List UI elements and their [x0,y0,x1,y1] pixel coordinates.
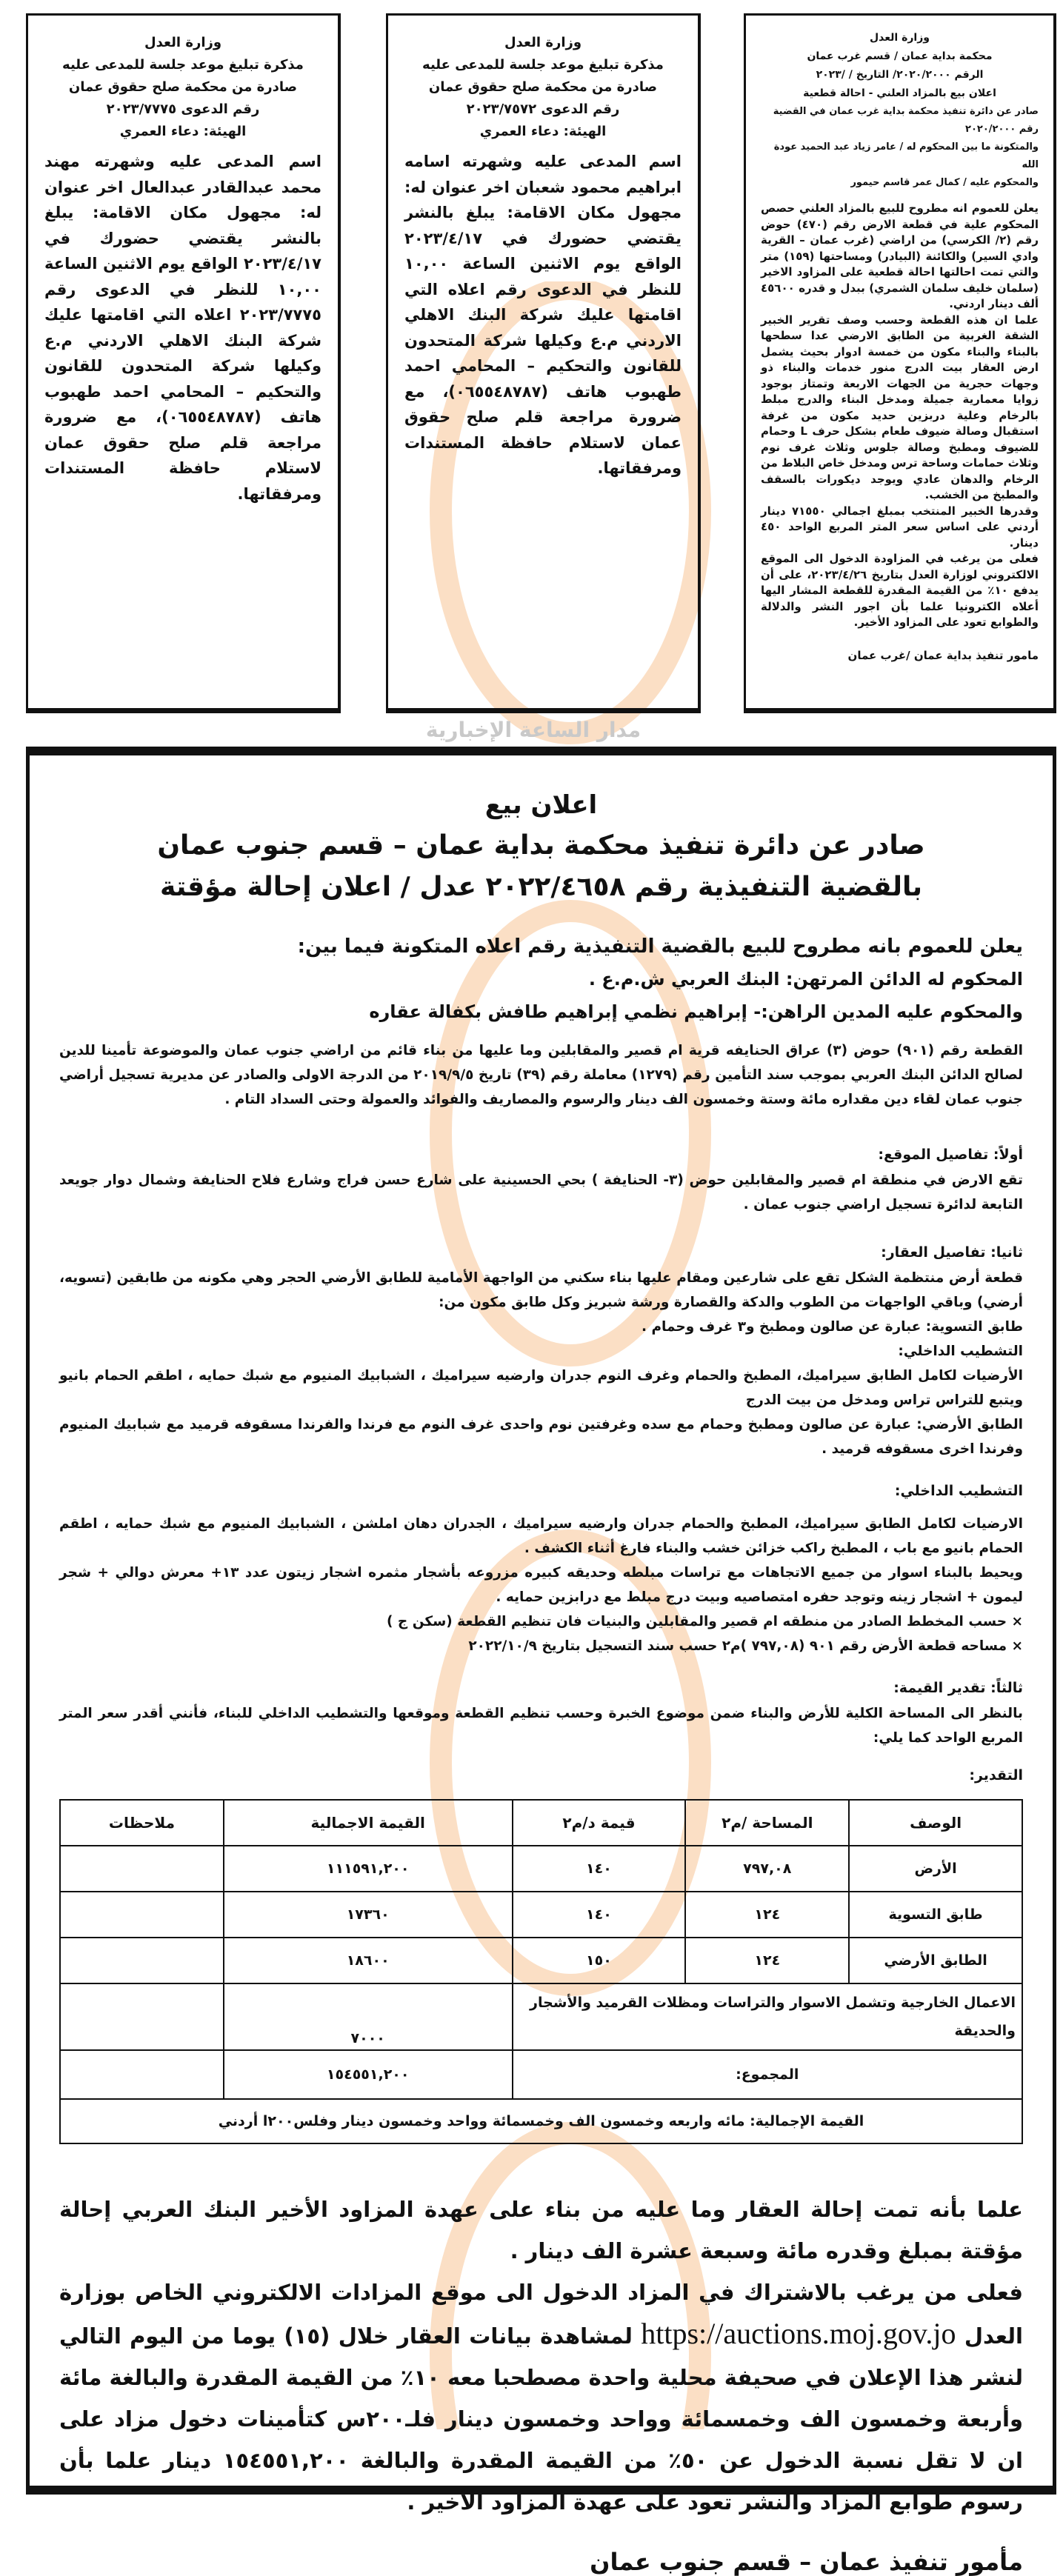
cell-rate: ١٤٠ [513,1846,686,1892]
cell-total: ١٧٣٦٠ [224,1892,513,1938]
notice-title: اعلان بيع بالمزاد العلني - احالة قطعية [803,87,996,99]
reference: الرقم ٢٠٢٠/٢٠٠٠/ التاريخ / /٢٠٢٣ [816,69,984,81]
table-row-words [60,2099,1022,2143]
court: صادرة من محكمة صلح حقوق عمان [428,79,658,95]
cell-total-words: القيمة الإجمالية: مائه واربعه وخمسون الف وخمسمائة وواحد وخمسون دينار وفلس٢٠٠ا أردني [60,2099,1022,2143]
table-row [60,1846,1022,1892]
section-location-body: تقع الارض في منطقة ام قصير والمقابلين حوض (٣- الحنايفة ) بحي الحسينية على شارع حسن فراج وشارع فلاح الحنايفة وشمال دوار جويعد التابعة لدائرة تسجيل اراضي جنوب عمان . [59,1172,1023,1212]
court: صادرة من محكمة صلح حقوق عمان [68,79,298,95]
section-property-title: ثانيا: تفاصيل العقار: [881,1244,1023,1261]
cell-area: ٧٩٧,٠٨ [685,1846,849,1892]
notice-body-4: فعلى من يرغب في المزاودة الدخول الى الموقع الالكتروني لوزارة العدل بتاريخ ٢٠٢٣/٤/٢٦، على أن يدفع ١٠٪ من القيمة المقدرة للقطعة المشار اليها أعلاه الكترونيا علما بأن اجور النشر والدلالة والطوابع تعود على المزاود الأخير. [761,552,1039,629]
notice-body: اسم المدعى عليه وشهرته اسامه ابراهيم محمود شعبان اخر عنوان له: مجهول مكان الاقامة: يبلغ بالنشر يقتضي حضورك في ٢٠٢٣/٤/١٧ الواقع يوم الاثنين الساعة ١٠,٠٠ للنظر في الدعوى رقم اعلاه التي اقامتها عليك شركة البنك الاهلي الاردني م.ع وكيلها شركة المتحدون للقانون والتحكيم – المحامي احمد طهبوب هاتف (٠٦٥٥٤٨٧٨٧)، مع ضرورة مراجعة قلم صلح حقوق عمان لاستلام حافظة المستندات ومرفقاتها. [404,153,682,477]
case-number: رقم الدعوى ٢٠٢٣/٧٥٧٢ [466,101,620,117]
parties-plaintiff: والمتكونة ما بين المحكوم له / عامر زياد عبد الحميد عودة الله [773,141,1039,170]
notice-left [26,13,341,713]
col-area: المساحة /م٢ [685,1800,849,1846]
notice-body-2: علما ان هذه القطعة وحسب وصف تقرير الخبير الشقة الغربية من الطابق الارضي عدا سطحها بالبناء والبناء مكون من خمسة ادوار بحيث يشمل ارض العقار بيت الدرج منور خدمات والبناء ذو وجهات حجرية من الجهات الاربعة وتمتاز بوجود زوايا معمارية جميلة ومدخل البناء والدرج مبلط بالرخام وعلية دربزين حديد مكون من غرفة استقبال وصالة ضيوف طعام بشكل حرف L وحمام للضيوف ومطبخ وصالة جلوس وثلاث غرف نوم وثلاث حمامات وساحة ترس ومدخل خاص البلاط من الرخام والدهان عادي ويوجد ديكورات بالسقف والمطبخ من الخشب. [761,313,1039,501]
watermark-sub: الإخبارية [425,718,513,742]
ministry: وزارة العدل [504,35,582,50]
table-row-sum [60,2050,1022,2099]
parties-defendant: والمحكوم عليه / كمال عمر قاسم حيمور [850,177,1039,188]
notice-title: مذكرة تبليغ موعد جلسة للمدعى عليه [62,57,304,73]
cell-rate: ١٤٠ [513,1892,686,1938]
fence-description: ويحيط بالبناء اسوار من جميع الاتجاهات مع تراسات مبلطه وحديقه كبيره مزروعه بأشجار مثمره اشجار زيتون عدد ١٣+ معرش دوالي + شجر ليمون + اشجار زينه وتوجد حفره امتصاصيه وبيت درج مبلط مع درابزين حمايه . [59,1565,1023,1605]
table-header-row [60,1800,1022,1846]
notice-body-3: وقدرها الخبير المنتخب بمبلغ اجمالي ٧١٥٥٠ دينار أردني على اساس سعر المتر المربع الواحد ٤٥٠ دينار. [761,504,1039,550]
notice-title: مذكرة تبليغ موعد جلسة للمدعى عليه [422,57,664,73]
main-sale-notice [26,747,1056,2576]
ground-floor: الطابق الأرضي: عبارة عن صالون ومطبخ وحمام مع سده وغرفتين نوم واحدى غرف النوم مع فرندا والفرندا مسقوفه قرميد مع شبابيك المنيوم وفرندا اخرى مسقوفه قرميد . [59,1417,1023,1457]
notice-body: اسم المدعى عليه وشهرته مهند محمد عبدالقادر عبدالعال اخر عنوان له: مجهول مكان الاقامة: يبلغ بالنشر يقتضي حضورك في ٢٠٢٣/٤/١٧ الواقع يوم الاثنين الساعة ١٠,٠٠ للنظر في الدعوى رقم ٢٠٢٣/٧٧٧٥ اعلاه التي اقامتها عليك شركة البنك الاهلي الاردني م.ع وكيلها شركة المتحدون للقانون والتحكيم – المحامي احمد طهبوب هاتف (٠٦٥٥٤٨٧٨٧)، مع ضرورة مراجعة قلم صلح حقوق عمان لاستلام حافظة المستندات ومرفقاتها. [44,153,321,503]
cell-area: ١٢٤ [685,1938,849,1983]
cell-desc: الطابق الأرضي [849,1938,1022,1983]
main-title: اعلان بيع [484,790,598,820]
parcel-description: القطعة رقم (٩٠١) حوض (٣) عراق الحنايفه قرية ام قصير والمقابلين وما عليها من بناء قائم من اراضي جنوب عمان والموضوعة تأمينا للدين لصالح الدائن البنك العربي بموجب سند التأمين رقم (١٢٧٩) معاملة رقم (٣٩) تاريخ ٢٠١٩/٩/٥ من الدرجة الاولى والصادر عن مديرية تسجيل أراضي جنوب عمان لقاء دين مقداره مائة وستة وخمسون الف دينار والرسوم والمصاريف والفوائد والعمولة وحتى السداد التام . [59,1043,1023,1107]
main-subtitle-2: بالقضية التنفيذية رقم ٢٠٢٢/٤٦٥٨ عدل / اعلان إحالة مؤقتة [159,872,923,902]
case-number: رقم الدعوى ٢٠٢٣/٧٧٧٥ [106,101,260,117]
section-valuation-title: ثالثاً: تقدير القيمة: [893,1680,1023,1696]
zoning-note: × حسب المخطط الصادر من منطقه ام قصير والمقابلين والبنيات فان تنظيم القطعة (سكن ج ) [387,1614,1023,1629]
basement-floor: طابق التسوية: عبارة عن صالون ومطبخ و٣ غرف وحمام . [641,1319,1023,1335]
cell-total: ١٨٦٠٠ [224,1938,513,1983]
cell-total: ١١١٥٩١,٢٠٠ [224,1846,513,1892]
ministry: وزارة العدل [144,35,222,50]
closing-referral: علما بأنه تمت إحالة العقار وما عليه من بناء على عهدة المزاود الأخير البنك العربي إحالة مؤقتة بمبلغ وقدره مائة وسبعة عشرة الف دينار . [59,2197,1023,2263]
cell-notes [60,1892,224,1938]
debtor: والمحكوم عليه المدين الراهن:- إبراهيم نظمي إبراهيم طافش بكفالة عقاره [369,1001,1023,1022]
court: محكمة بداية عمان / قسم غرب عمان [807,50,993,62]
cell-external-total: ٧٠٠٠ [224,1983,513,2050]
ministry: وزارة العدل [870,32,930,44]
main-subtitle-1: صادر عن دائرة تنفيذ محكمة بداية عمان – قسم جنوب عمان [157,830,925,861]
panel: الهيئة: دعاء العمري [119,124,247,139]
finishing-ground: الارضيات لكامل الطابق سيراميك، المطبخ والحمام جدران وارضيه سيراميك ، الجدران دهان املشن ، الشبابيك المنيوم مع شبك حمايه ، اطقم الحمام بانيو مع باب ، المطبخ راكب خزائن خشب والبناء فارغ أثناء الكشف . [59,1516,1023,1556]
cell-desc: الأرض [849,1846,1022,1892]
creditor: المحكوم له الدائن المرتهن: البنك العربي ش.م.ع . [588,969,1023,990]
lead-text: يعلن للعموم بانه مطروح للبيع بالقضية التنفيذية رقم اعلاه المتكونة فيما بين: [297,935,1023,958]
cell-notes [60,1846,224,1892]
signature: مامور تنفيذ بداية عمان /غرب عمان [847,648,1039,662]
cell-rate: ١٥٠ [513,1938,686,1983]
section-property-body: قطعة أرض منتظمة الشكل تقع على شارعين ومقام عليها بناء سكني من الواجهة الأمامية للطابق الأرضي الحجر وهي مكونه من طابقين (تسويه، أرضي) وباقي الواجهات من الطوب والدكة والقصارة ورشة شبريز وكل طابق مكون من: [59,1270,1023,1310]
table-row [60,1892,1022,1938]
notice-right [744,13,1056,713]
col-notes: ملاحظات [60,1800,224,1846]
notice-middle [386,13,701,713]
col-description: الوصف [849,1800,1022,1846]
closing-instructions-b: لمشاهدة بيانات العقار خلال (١٥) يوما من اليوم التالي لنشر هذا الإعلان في صحيفة محلية واحدة مصطحبا معه ١٠٪ من القيمة المقدرة والبالغة مائة وأربعة وخمسون الف وخمسمائة وواحد وخمسون دينار فلـ٢٠٠س كتأمينات دخول مزاد على ان لا تقل نسبة الدخول عن ٥٠٪ من القيمة المقدرة والبالغة ١٥٤٥٥١,٢٠٠ دينار علما بأن رسوم طوابع المزاد والنشر تعود على عهدة المزاود الأخير . [59,2323,1024,2515]
finishing-basement: الأرضيات لكامل الطابق سيراميك، المطبخ والحمام وغرف النوم جدران وارضيه سيراميك ، الشبابيك المنيوم مع شبك حمايه ، اطقم الحمام بانيو ويتبع للتراس تراس ومدخل من بيت الدرج [59,1368,1023,1408]
table-row [60,1938,1022,1983]
cell-notes [60,1938,224,1983]
panel: الهيئة: دعاء العمري [479,124,607,139]
closing-instructions-a: فعلى من يرغب بالاشتراك في المزاد الدخول الى موقع المزادات الالكتروني الخاص بوزارة العدل [59,2280,1023,2349]
watermark-brand [348,715,719,745]
watermark-brand-text: مدار الساعة [519,718,642,742]
finishing-title: التشطيب الداخلي: [898,1344,1023,1359]
auctions-link[interactable]: https://auctions.moj.gov.jo [641,2317,956,2350]
cell-notes [60,2050,224,2099]
area-note: × مساحه قطعة الأرض رقم ٩٠١ (٧٩٧,٠٨ )م٢ حسب سند التسجيل بتاريخ ٢٠٢٢/١٠/٩ [468,1638,1023,1654]
cell-desc: طابق التسوية [849,1892,1022,1938]
col-rate: قيمة د/م٢ [513,1800,686,1846]
section-valuation-body: بالنظر الى المساحة الكلية للأرض والبناء ضمن موضوع الخبرة وحسب تنظيم القطعة وموقعها والتشطيب الداخلي للبناء، فأنني أقدر سعر المتر المربع الواحد كما يلي: [59,1706,1023,1746]
issued-by: صادر عن دائرة تنفيذ محكمة بداية غرب عمان في القضية رقم ٢٠٢٠/٢٠٠٠ [773,106,1039,135]
section-location-title: أولاً: تفاصيل الموقع: [878,1147,1023,1163]
cell-area: ١٢٤ [685,1892,849,1938]
finishing-title-2: التشطيب الداخلي: [894,1483,1023,1499]
main-signature: مأمور تنفيذ عمان – قسم جنوب عمان [590,2548,1023,2576]
col-total: القيمة الاجمالية [224,1800,513,1846]
cell-sum-total: ١٥٤٥٥١,٢٠٠ [224,2050,513,2099]
cell-sum-label: المجموع: [513,2050,1022,2099]
valuation-table [59,1799,1023,2144]
cell-notes [60,1983,224,2050]
table-row-external [60,1983,1022,2050]
estimate-label: التقدير: [969,1767,1023,1783]
closing-instructions [59,2272,1023,2523]
notice-body-1: يعلن للعموم انه مطروح للبيع بالمزاد العلني حصص المحكوم علية في قطعة الارض رقم (٤٧٠) حوض رقم (٢/ الكرسي) من اراضي (غرب عمان – القرية وادي السير) والكائنة (البيادر) ومساحتها (١٥٩) متر والتي تمت احالتها احالة قطعية على المزاود الاخير (سلمان خليف سلمان الشمري) ببدل و قدره ٤٥٦٠٠ ألف دينار اردني. [761,201,1039,310]
cell-external-works: الاعمال الخارجية وتشمل الاسوار والتراسات ومظلات القرميد والأشجار والحديقة [513,1983,1022,2050]
